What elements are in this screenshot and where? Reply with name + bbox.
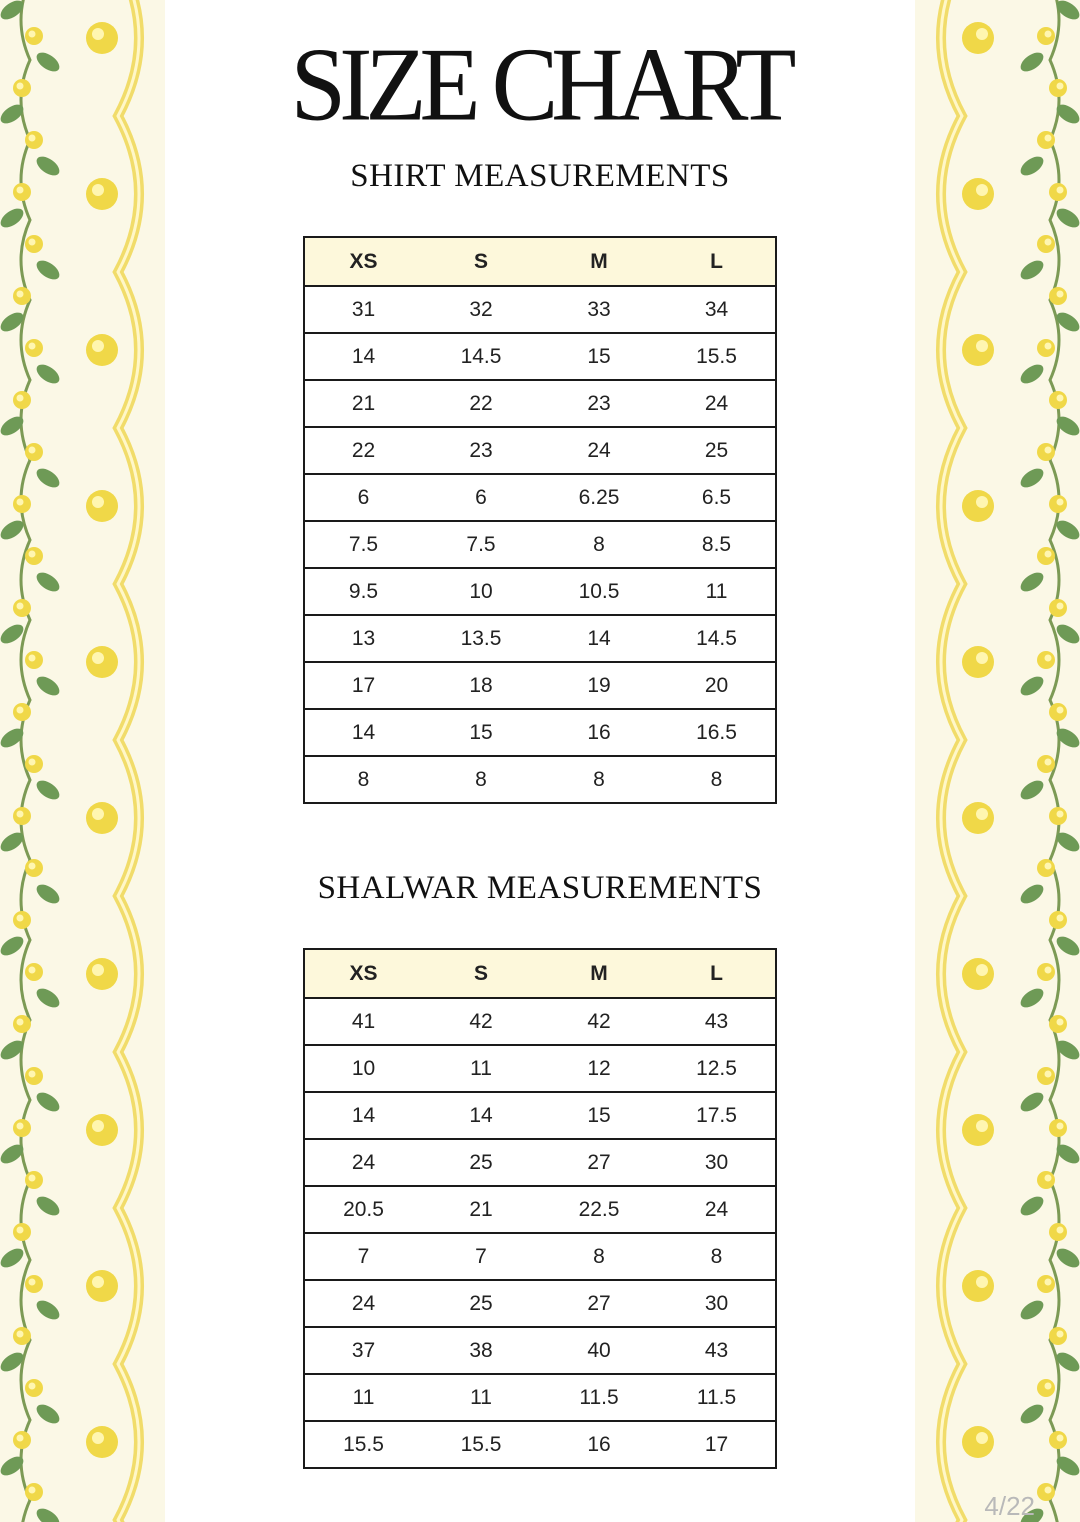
table-cell: 8.5 — [658, 521, 776, 568]
table-row — [304, 1374, 776, 1421]
table-row — [304, 333, 776, 380]
table-row — [304, 1092, 776, 1139]
table-cell: 11.5 — [540, 1374, 658, 1421]
table-row — [304, 1139, 776, 1186]
table-row — [304, 568, 776, 615]
table-cell: 17 — [704, 1432, 729, 1456]
table-cell: 37 — [304, 1327, 422, 1374]
table-cell: 6 — [422, 474, 540, 521]
column-header-s: S — [422, 949, 540, 998]
table-cell: 24 — [304, 1280, 422, 1327]
table-cell: 10.5 — [540, 568, 658, 615]
table-row — [304, 474, 776, 521]
table-cell: 20 — [658, 662, 776, 709]
table-cell: 7 — [422, 1233, 540, 1280]
table-cell: 25 — [422, 1280, 540, 1327]
table-cell: 8 — [357, 767, 370, 791]
table-cell: 7 — [304, 1233, 422, 1280]
page-indicator: 4/22 — [984, 1491, 1035, 1521]
table-cell: 22 — [422, 380, 540, 427]
table-cell: 13 — [304, 615, 422, 662]
table-row — [304, 615, 776, 662]
table-cell: 14 — [304, 333, 422, 380]
shirt-measurements-heading: SHIRT MEASUREMENTS — [350, 158, 730, 194]
table-cell: 25 — [658, 427, 776, 474]
table-cell: 27 — [540, 1280, 658, 1327]
shalwar-size-table — [303, 948, 777, 1469]
table-cell: 10 — [304, 1045, 422, 1092]
table-cell: 17.5 — [658, 1092, 776, 1139]
table-cell: 8 — [658, 1233, 776, 1280]
column-header-m: M — [540, 237, 658, 286]
table-cell: 8 — [475, 767, 487, 791]
shirt-size-table — [303, 236, 777, 804]
table-cell: 23 — [422, 427, 540, 474]
table-cell: 8 — [593, 767, 605, 791]
table-header-row — [304, 237, 776, 286]
table-row — [304, 756, 776, 803]
table-cell: 30 — [658, 1280, 776, 1327]
table-row — [304, 521, 776, 568]
shalwar-measurements-heading: SHALWAR MEASUREMENTS — [317, 870, 763, 906]
table-cell: 38 — [422, 1327, 540, 1374]
table-row — [304, 1327, 776, 1374]
table-cell: 20.5 — [304, 1186, 422, 1233]
table-cell: 11 — [658, 568, 776, 615]
table-cell: 12.5 — [658, 1045, 776, 1092]
table-cell: 11 — [422, 1045, 540, 1092]
table-cell: 11 — [422, 1374, 540, 1421]
table-cell: 15 — [422, 709, 540, 756]
table-row — [304, 1045, 776, 1092]
table-cell: 15.5 — [343, 1432, 384, 1456]
table-row — [304, 1186, 776, 1233]
table-row — [304, 286, 776, 333]
table-cell: 33 — [540, 286, 658, 333]
table-cell: 15 — [540, 1092, 658, 1139]
table-row — [304, 998, 776, 1045]
table-row — [304, 662, 776, 709]
table-cell: 17 — [304, 662, 422, 709]
table-cell: 8 — [710, 767, 723, 791]
table-cell: 31 — [304, 286, 422, 333]
table-row — [304, 1421, 776, 1468]
column-header-xs: XS — [304, 949, 422, 998]
table-cell: 14.5 — [658, 615, 776, 662]
table-cell: 13.5 — [422, 615, 540, 662]
table-cell: 23 — [540, 380, 658, 427]
table-row — [304, 1280, 776, 1327]
table-cell: 42 — [540, 998, 658, 1045]
table-cell: 15.5 — [460, 1432, 502, 1456]
table-cell: 27 — [540, 1139, 658, 1186]
table-cell: 8 — [540, 521, 658, 568]
table-cell: 14 — [304, 709, 422, 756]
table-cell: 24 — [658, 380, 776, 427]
table-cell: 25 — [422, 1139, 540, 1186]
table-cell: 21 — [304, 380, 422, 427]
floral-border-left — [0, 0, 165, 1522]
table-cell: 22 — [304, 427, 422, 474]
table-cell: 6.25 — [540, 474, 658, 521]
table-cell: 18 — [422, 662, 540, 709]
table-header-row — [304, 949, 776, 998]
column-header-l: L — [658, 949, 776, 998]
table-cell: 11.5 — [658, 1374, 776, 1421]
table-cell: 24 — [304, 1139, 422, 1186]
table-cell: 10 — [422, 568, 540, 615]
column-header-m: M — [540, 949, 658, 998]
table-cell: 16 — [540, 709, 658, 756]
table-cell: 42 — [422, 998, 540, 1045]
table-row — [304, 427, 776, 474]
table-cell: 9.5 — [304, 568, 422, 615]
table-cell: 11 — [304, 1374, 422, 1421]
table-cell: 24 — [540, 427, 658, 474]
table-row — [304, 380, 776, 427]
table-cell: 6.5 — [658, 474, 776, 521]
table-cell: 32 — [422, 286, 540, 333]
table-cell: 16.5 — [658, 709, 776, 756]
table-cell: 15.5 — [658, 333, 776, 380]
table-cell: 22.5 — [540, 1186, 658, 1233]
table-cell: 19 — [540, 662, 658, 709]
table-cell: 34 — [658, 286, 776, 333]
table-cell: 14 — [422, 1092, 540, 1139]
table-cell: 6 — [304, 474, 422, 521]
table-row — [304, 709, 776, 756]
table-cell: 40 — [540, 1327, 658, 1374]
table-cell: 41 — [304, 998, 422, 1045]
table-cell: 14 — [304, 1092, 422, 1139]
table-cell: 30 — [658, 1139, 776, 1186]
column-header-xs: XS — [304, 237, 422, 286]
table-cell: 7.5 — [422, 521, 540, 568]
table-cell: 8 — [540, 1233, 658, 1280]
table-row — [304, 1233, 776, 1280]
table-cell: 16 — [587, 1432, 611, 1456]
column-header-s: S — [422, 237, 540, 286]
table-cell: 24 — [658, 1186, 776, 1233]
page-title: SIZE CHART — [290, 26, 790, 143]
table-cell: 43 — [658, 1327, 776, 1374]
floral-border-right — [915, 0, 1080, 1522]
table-cell: 21 — [422, 1186, 540, 1233]
table-cell: 43 — [658, 998, 776, 1045]
table-cell: 14.5 — [422, 333, 540, 380]
table-cell: 15 — [540, 333, 658, 380]
table-cell: 7.5 — [304, 521, 422, 568]
column-header-l: L — [658, 237, 776, 286]
table-cell: 14 — [540, 615, 658, 662]
table-cell: 12 — [540, 1045, 658, 1092]
